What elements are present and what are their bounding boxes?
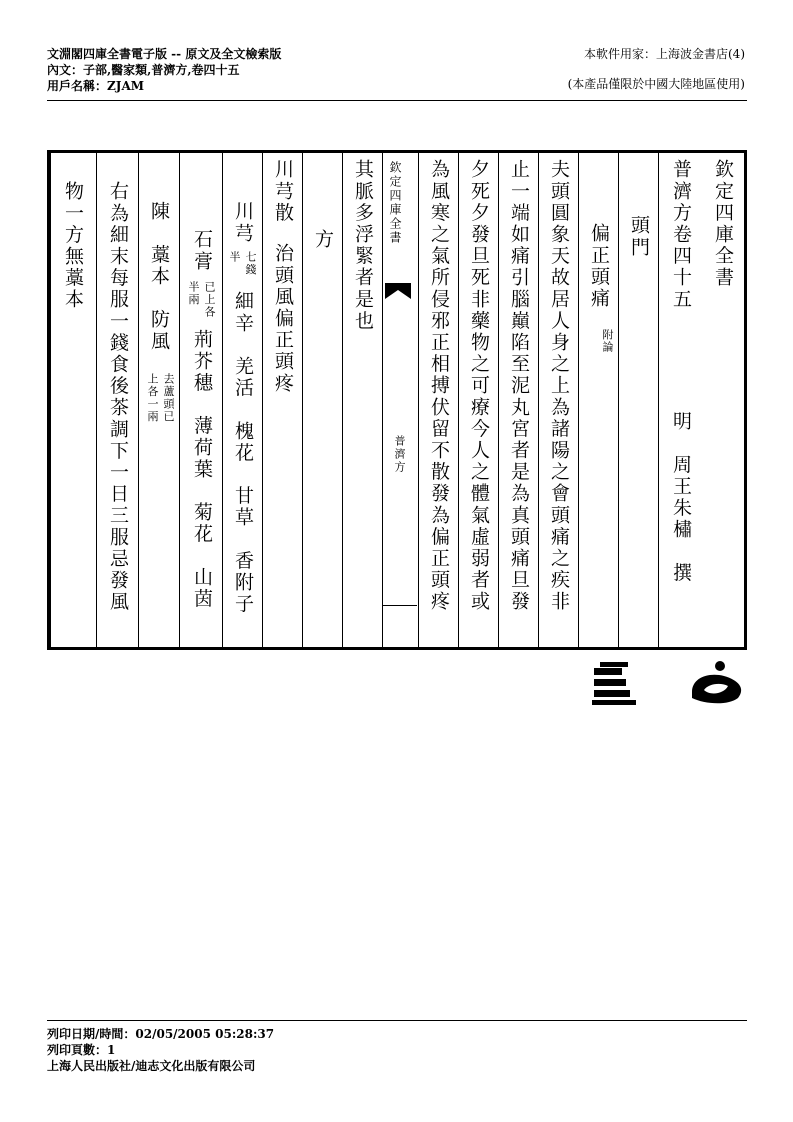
page-col-14 — [138, 153, 179, 647]
volume-title: 普濟方卷四十五 — [670, 159, 692, 311]
page-col-2 — [658, 153, 705, 647]
page-col-5 — [538, 153, 578, 647]
topic-note: 附論 — [601, 329, 614, 353]
page-col-1 — [705, 153, 744, 647]
book-page — [47, 150, 747, 650]
header-username: 用戶名稱：ZJAM — [47, 79, 145, 93]
print-page-count: 列印頁數：1 — [47, 1043, 116, 1057]
center-book-title: 欽定四庫全書 — [388, 161, 402, 245]
publisher-logo-icon — [592, 660, 752, 708]
header-right — [568, 46, 745, 92]
dose-note-left-13: 半兩 — [187, 281, 200, 306]
text-line-8: 為風寒之氣所侵邪正相搏伏留不散發為偏正頭疼 — [428, 159, 450, 613]
page-col-7 — [458, 153, 498, 647]
header-title: 文淵閣四庫全書電子版 -- 原文及全文檢索版 — [47, 47, 282, 61]
header-left — [47, 46, 281, 94]
page-col-13 — [179, 153, 222, 647]
page-col-15 — [96, 153, 138, 647]
header-licensee: 本軟件用家：上海波金書店(4) — [584, 47, 745, 61]
text-line-9: 其脈多浮緊者是也 — [352, 159, 374, 332]
ingredient-list-13: 荊芥穗 薄荷葉 菊花 山茵 — [191, 329, 213, 610]
page-col-9 — [342, 153, 382, 647]
header-content-path: 內文：子部,醫家類,普濟方,卷四十五 — [47, 63, 240, 77]
text-line-16: 物一方無藁本 — [62, 181, 84, 311]
ingredient-gypsum: 石膏 — [191, 229, 213, 273]
section-heading: 頭門 — [628, 215, 650, 259]
text-line-7: 夕死夕發旦死非藥物之可療今人之體氣虛弱者或 — [468, 159, 490, 613]
ingredient-chuanxiong: 川芎 — [232, 201, 254, 245]
print-datetime: 列印日期/時間：02/05/2005 05:28:37 — [47, 1027, 275, 1041]
page-col-11 — [262, 153, 302, 647]
page-col-10 — [302, 153, 342, 647]
ingredient-list-14: 陳 藁本 防風 — [148, 201, 170, 353]
dose-note-right-13: 已上各 — [203, 281, 216, 319]
publisher-line: 上海人民出版社/迪志文化出版有限公司 — [47, 1059, 256, 1073]
page-col-3 — [618, 153, 658, 647]
dose-note-right: 七錢 — [244, 251, 257, 276]
formula-heading: 方 — [312, 229, 334, 251]
page-col-8 — [418, 153, 458, 647]
page-col-16 — [50, 153, 96, 647]
volume-author: 明 周王朱橚 撰 — [670, 411, 692, 584]
footer — [47, 1026, 274, 1074]
recipe-name: 川芎散 — [272, 159, 294, 224]
page-col-4 — [578, 153, 618, 647]
center-book-name: 普濟方 — [393, 435, 406, 474]
page-col-6 — [498, 153, 538, 647]
text-line-6: 止一端如痛引腦巔陷至泥丸宮者是為真頭痛旦發 — [508, 159, 530, 613]
dose-note-left: 半 — [228, 251, 241, 264]
fish-tail-mark-icon — [383, 283, 413, 299]
footer-rule — [47, 1020, 747, 1021]
text-line-5: 夫頭圓象天故居人身之上為諸陽之會頭痛之疾非 — [548, 159, 570, 613]
topic-heading: 偏正頭痛 — [588, 223, 610, 310]
header-region-note: (本產品僅限於中國大陸地區使用) — [567, 77, 745, 91]
page-col-12 — [222, 153, 262, 647]
book-series-title: 欽定四庫全書 — [712, 159, 734, 289]
text-line-15: 右為細末每服一錢食後茶調下一日三服忌發風 — [107, 181, 129, 613]
recipe-indication: 治頭風偏正頭疼 — [272, 243, 294, 395]
dose-note-right-14: 去蘆頭已 — [162, 373, 175, 423]
ingredient-list-12: 細辛 羌活 槐花 甘草 香附子 — [232, 291, 254, 615]
page-center-fold — [382, 153, 418, 647]
dose-note-left-14: 上各一兩 — [146, 373, 159, 423]
header-rule — [47, 100, 747, 101]
